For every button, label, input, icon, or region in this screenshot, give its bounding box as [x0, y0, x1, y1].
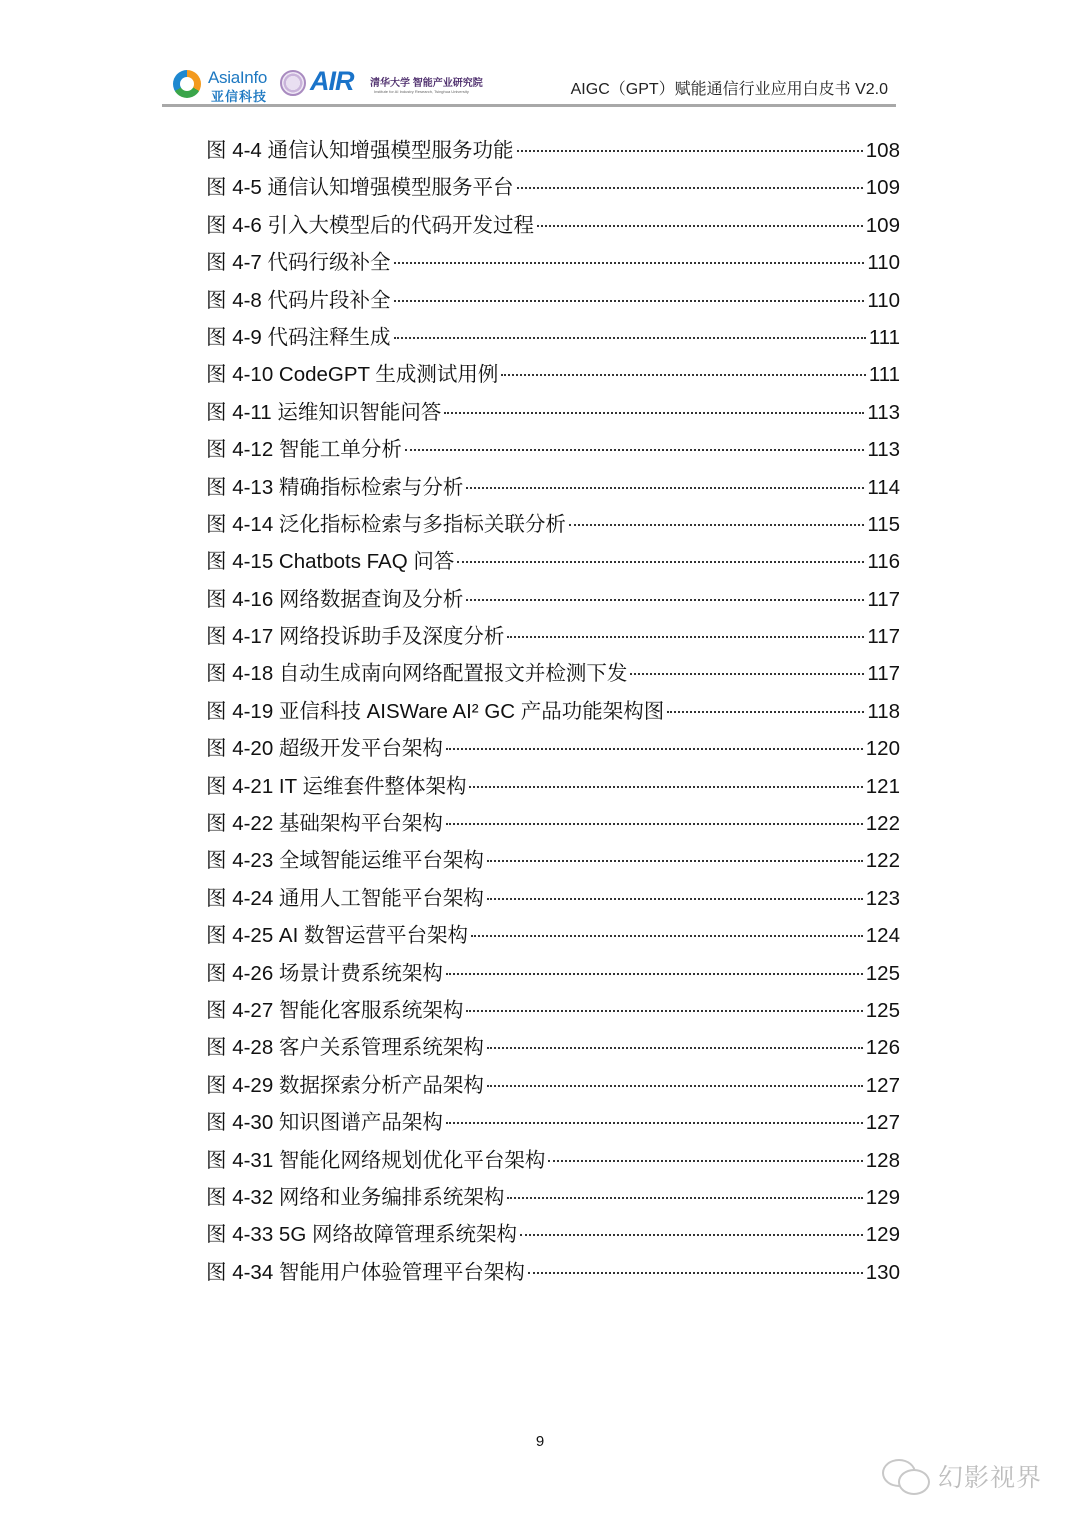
toc-entry-label: 图 4-10 CodeGPT 生成测试用例 — [206, 363, 499, 387]
toc-entry-label: 图 4-16 网络数据查询及分析 — [206, 587, 464, 611]
toc-entry-label: 图 4-21 IT 运维套件整体架构 — [206, 774, 467, 798]
toc-entry-label: 图 4-7 代码行级补全 — [206, 251, 391, 275]
toc-entry-page: 113 — [867, 438, 900, 462]
toc-entry-page: 110 — [867, 251, 900, 275]
toc-dot-leader — [457, 561, 864, 563]
toc-dot-leader — [630, 673, 864, 675]
toc-dot-leader — [466, 599, 864, 601]
toc-entry-page: 109 — [865, 213, 900, 237]
toc-entry[interactable] — [206, 1104, 900, 1141]
toc-entry-page: 127 — [865, 1111, 900, 1135]
toc-entry[interactable] — [206, 842, 900, 879]
toc-entry-label: 图 4-6 引入大模型后的代码开发过程 — [206, 213, 535, 237]
toc-entry[interactable] — [206, 394, 900, 431]
toc-entry-page: 117 — [867, 662, 900, 686]
toc-entry-label: 图 4-26 场景计费系统架构 — [206, 961, 443, 985]
toc-entry-page: 123 — [865, 886, 900, 910]
toc-entry-page: 125 — [865, 998, 900, 1022]
toc-dot-leader — [487, 1047, 863, 1049]
toc-entry-label: 图 4-31 智能化网络规划优化平台架构 — [206, 1148, 546, 1172]
toc-entry-page: 117 — [867, 625, 900, 649]
toc-dot-leader — [466, 487, 864, 489]
table-of-figures — [206, 132, 900, 1291]
toc-entry[interactable] — [206, 1029, 900, 1066]
air-logo: AIR — [310, 66, 354, 96]
toc-dot-leader — [469, 786, 862, 788]
header-divider — [162, 104, 896, 107]
page-number: 9 — [535, 1433, 545, 1450]
toc-entry-label: 图 4-18 自动生成南向网络配置报文并检测下发 — [206, 662, 628, 686]
toc-entry[interactable] — [206, 244, 900, 281]
toc-dot-leader — [507, 636, 864, 638]
toc-dot-leader — [446, 748, 863, 750]
toc-entry-label: 图 4-13 精确指标检索与分析 — [206, 475, 464, 499]
toc-dot-leader — [517, 187, 863, 189]
asiainfo-logo-cn: 亚信科技 — [211, 89, 268, 104]
toc-dot-leader — [471, 935, 863, 937]
toc-entry[interactable] — [206, 282, 900, 319]
toc-entry-page: 127 — [865, 1073, 900, 1097]
toc-entry[interactable] — [206, 356, 900, 393]
toc-entry[interactable] — [206, 693, 900, 730]
tsinghua-institute-en: Institute for AI Industry Research, Tsinghua University — [374, 89, 469, 94]
toc-entry-page: 120 — [865, 737, 900, 761]
toc-entry[interactable] — [206, 169, 900, 206]
toc-dot-leader — [394, 300, 865, 302]
toc-entry-label: 图 4-22 基础架构平台架构 — [206, 812, 443, 836]
toc-dot-leader — [520, 1234, 863, 1236]
toc-entry[interactable] — [206, 917, 900, 954]
toc-entry-page: 124 — [865, 924, 900, 948]
toc-entry[interactable] — [206, 1216, 900, 1253]
toc-entry[interactable] — [206, 1254, 900, 1291]
toc-entry[interactable] — [206, 730, 900, 767]
toc-entry-page: 130 — [865, 1260, 900, 1284]
toc-dot-leader — [501, 374, 865, 376]
page-header — [162, 62, 896, 106]
toc-entry-page: 108 — [865, 139, 900, 162]
toc-entry-page: 118 — [867, 699, 900, 723]
toc-entry[interactable] — [206, 1067, 900, 1104]
toc-entry-label: 图 4-28 客户关系管理系统架构 — [206, 1036, 484, 1060]
toc-entry-label: 图 4-32 网络和业务编排系统架构 — [206, 1185, 505, 1209]
toc-entry-label: 图 4-27 智能化客服系统架构 — [206, 998, 464, 1022]
toc-entry-label: 图 4-9 代码注释生成 — [206, 325, 391, 349]
toc-dot-leader — [528, 1272, 863, 1274]
toc-entry-page: 129 — [865, 1185, 900, 1209]
toc-entry[interactable] — [206, 543, 900, 580]
toc-entry-label: 图 4-24 通用人工智能平台架构 — [206, 886, 484, 910]
toc-dot-leader — [507, 1197, 862, 1199]
toc-dot-leader — [569, 524, 864, 526]
asiainfo-logo-icon — [173, 70, 201, 98]
toc-entry[interactable] — [206, 955, 900, 992]
toc-entry-label: 图 4-5 通信认知增强模型服务平台 — [206, 176, 514, 200]
toc-entry[interactable] — [206, 1179, 900, 1216]
toc-entry-page: 111 — [868, 363, 900, 387]
toc-entry[interactable] — [206, 992, 900, 1029]
toc-entry-page: 115 — [867, 512, 900, 536]
document-title: AIGC（GPT）赋能通信行业应用白皮书 V2.0 — [570, 81, 888, 98]
toc-entry-label: 图 4-25 AI 数智运营平台架构 — [206, 924, 468, 948]
toc-dot-leader — [487, 860, 863, 862]
toc-entry-page: 129 — [865, 1223, 900, 1247]
toc-entry[interactable] — [206, 431, 900, 468]
toc-entry[interactable] — [206, 1142, 900, 1179]
toc-entry-label: 图 4-8 代码片段补全 — [206, 288, 391, 312]
toc-entry-page: 110 — [867, 288, 900, 312]
toc-entry-page: 114 — [867, 475, 900, 499]
toc-entry-page: 128 — [865, 1148, 900, 1172]
toc-entry[interactable] — [206, 805, 900, 842]
toc-entry-page: 109 — [865, 176, 900, 200]
toc-dot-leader — [667, 711, 864, 713]
watermark-text: 幻影视界 — [938, 1464, 1043, 1492]
toc-dot-leader — [446, 973, 863, 975]
toc-entry[interactable] — [206, 880, 900, 917]
toc-entry-label: 图 4-34 智能用户体验管理平台架构 — [206, 1260, 525, 1284]
toc-dot-leader — [537, 225, 863, 227]
toc-entry-label: 图 4-12 智能工单分析 — [206, 438, 402, 462]
toc-entry[interactable] — [206, 207, 900, 244]
toc-entry[interactable] — [206, 768, 900, 805]
toc-dot-leader — [444, 412, 864, 414]
toc-entry-label: 图 4-20 超级开发平台架构 — [206, 737, 443, 761]
toc-dot-leader — [394, 337, 866, 339]
toc-entry-label: 图 4-17 网络投诉助手及深度分析 — [206, 625, 505, 649]
toc-dot-leader — [517, 150, 863, 152]
toc-entry-page: 126 — [865, 1036, 900, 1060]
toc-dot-leader — [487, 898, 863, 900]
toc-entry-page: 111 — [868, 325, 900, 349]
toc-entry-page: 122 — [865, 849, 900, 873]
toc-entry-label: 图 4-11 运维知识智能问答 — [206, 400, 442, 424]
toc-entry-page: 117 — [867, 587, 900, 611]
toc-dot-leader — [394, 262, 865, 264]
toc-entry-label: 图 4-15 Chatbots FAQ 问答 — [206, 550, 455, 574]
tsinghua-institute-name: 清华大学 智能产业研究院 — [370, 78, 483, 89]
toc-entry-page: 116 — [867, 550, 900, 574]
wechat-icon — [880, 1457, 932, 1495]
toc-entry-page: 113 — [867, 400, 900, 424]
toc-entry-label: 图 4-23 全域智能运维平台架构 — [206, 849, 484, 873]
toc-entry-page: 122 — [865, 812, 900, 836]
toc-entry-label: 图 4-33 5G 网络故障管理系统架构 — [206, 1223, 517, 1247]
toc-dot-leader — [405, 449, 864, 451]
toc-entry[interactable] — [206, 132, 900, 169]
toc-entry-label: 图 4-29 数据探索分析产品架构 — [206, 1073, 484, 1097]
toc-entry[interactable] — [206, 581, 900, 618]
tsinghua-seal-icon — [280, 70, 306, 96]
toc-dot-leader — [446, 1122, 863, 1124]
toc-dot-leader — [487, 1085, 863, 1087]
toc-dot-leader — [446, 823, 863, 825]
toc-entry-label: 图 4-19 亚信科技 AISWare AI² GC 产品功能架构图 — [206, 699, 665, 723]
toc-entry[interactable] — [206, 618, 900, 655]
toc-dot-leader — [548, 1160, 862, 1162]
toc-dot-leader — [466, 1010, 862, 1012]
toc-entry-label: 图 4-4 通信认知增强模型服务功能 — [206, 139, 514, 162]
toc-entry-page: 121 — [865, 774, 900, 798]
toc-entry-page: 125 — [865, 961, 900, 985]
toc-entry[interactable] — [206, 469, 900, 506]
toc-entry[interactable] — [206, 506, 900, 543]
toc-entry-label: 图 4-14 泛化指标检索与多指标关联分析 — [206, 512, 566, 536]
toc-entry-label: 图 4-30 知识图谱产品架构 — [206, 1111, 443, 1135]
toc-entry[interactable] — [206, 319, 900, 356]
watermark — [880, 1456, 1042, 1496]
asiainfo-logo-text: AsiaInfo — [208, 68, 268, 87]
toc-entry[interactable] — [206, 655, 900, 692]
